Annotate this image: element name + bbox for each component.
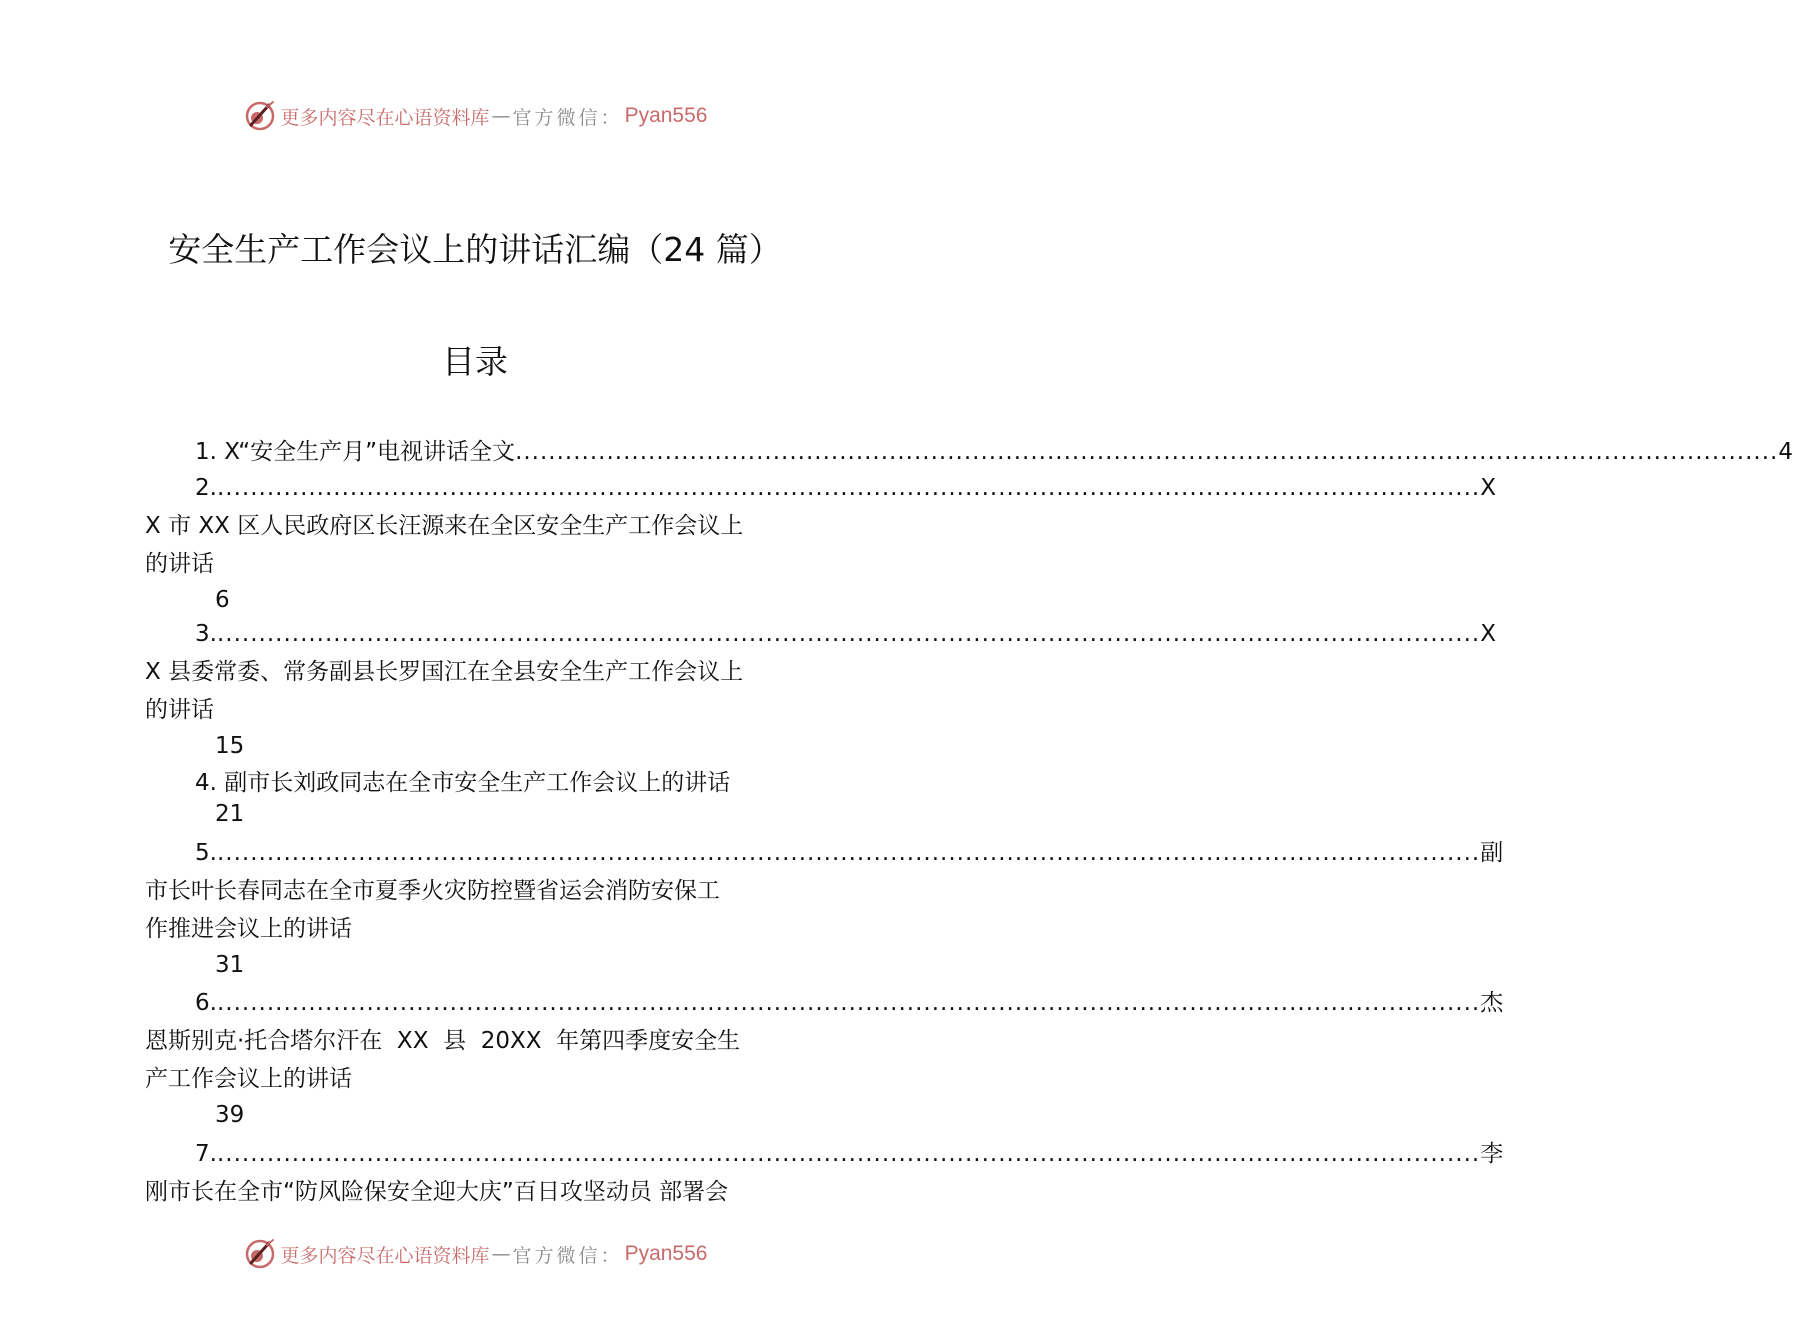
toc-entry-number: 6. <box>195 990 217 1016</box>
banner-text: 更多内容尽在心语资料库 <box>280 1244 490 1267</box>
toc-entry-text: 市长叶长春同志在全市夏季火灾防控暨省运会消防安保工 <box>145 878 720 904</box>
toc-entry-text: X 市 XX 区人民政府区长汪源来在全区安全生产工作会议上 <box>145 513 744 539</box>
toc-leader-dots: ........................................................................................................................................................ <box>216 840 1481 866</box>
banner-wechat-label: 官方微信： <box>512 1244 623 1267</box>
pen-logo-icon <box>243 1237 277 1271</box>
toc-leader-dots: ........................................................................................................................................................ <box>515 439 1779 465</box>
toc-entry-tail: X <box>1480 475 1496 501</box>
toc-page-number: 31 <box>215 952 245 978</box>
toc-entry-number: 2. <box>195 475 217 501</box>
toc-page-number: 15 <box>215 733 245 759</box>
toc-page-number: 21 <box>215 801 245 827</box>
toc-page-number: 39 <box>215 1102 245 1128</box>
document-title: 安全生产工作会议上的讲话汇编（24 篇） <box>168 230 782 269</box>
toc-entry-text: 刚市长在全市“防风险保安全迎大庆”百日攻坚动员 部署会 <box>145 1179 729 1205</box>
toc-entry-tail: 李 <box>1480 1141 1504 1167</box>
toc-entry-5[interactable] <box>195 838 1504 868</box>
toc-entry-text: 作推进会议上的讲话 <box>145 916 352 942</box>
toc-entry-text: 恩斯别克·托合塔尔汗在 XX 县 20XX 年第四季度安全生 <box>145 1028 741 1054</box>
header-banner <box>0 96 950 136</box>
banner-wechat-id: Pyan556 <box>624 104 708 127</box>
toc-entry-number: 5. <box>195 840 217 866</box>
toc-entry-tail: X <box>1480 621 1496 647</box>
banner-wechat-id: Pyan556 <box>624 1242 708 1265</box>
toc-page-number: 4 <box>1778 439 1793 465</box>
toc-entry-text: 的讲话 <box>145 697 214 723</box>
toc-entry-3[interactable] <box>195 619 1496 649</box>
toc-page-number: 6 <box>215 587 230 613</box>
banner-wechat-label: 官方微信： <box>512 106 623 129</box>
toc-entry-4[interactable]: 4. 副市长刘政同志在全市安全生产工作会议上的讲话 <box>195 770 731 796</box>
banner-text: 更多内容尽在心语资料库 <box>280 106 490 129</box>
toc-entry-tail: 副 <box>1480 840 1504 866</box>
toc-entry-title: 1. X“安全生产月”电视讲话全文 <box>195 439 516 465</box>
toc-leader-dots: ........................................................................................................................................................ <box>216 475 1481 501</box>
toc-entry-text: 产工作会议上的讲话 <box>145 1066 352 1092</box>
toc-entry-text: X 县委常委、常务副县长罗国江在全县安全生产工作会议上 <box>145 659 744 685</box>
pen-logo-icon <box>243 99 277 133</box>
toc-leader-dots: ........................................................................................................................................................ <box>216 621 1481 647</box>
toc-entry-text: 的讲话 <box>145 551 214 577</box>
banner-separator: — <box>491 1243 511 1265</box>
toc-leader-dots: ........................................................................................................................................................ <box>216 990 1481 1016</box>
banner-separator: — <box>491 105 511 127</box>
toc-entry-2[interactable] <box>195 473 1496 503</box>
toc-leader-dots: ........................................................................................................................................................ <box>216 1141 1481 1167</box>
toc-entry-number: 3. <box>195 621 217 647</box>
toc-heading: 目录 <box>442 342 508 381</box>
footer-banner <box>0 1234 950 1274</box>
toc-entry-7[interactable] <box>195 1139 1504 1169</box>
toc-entry-tail: 杰 <box>1480 990 1504 1016</box>
toc-entry-number: 7. <box>195 1141 217 1167</box>
toc-entry-6[interactable] <box>195 988 1504 1018</box>
toc-entry-1[interactable] <box>195 437 1793 467</box>
